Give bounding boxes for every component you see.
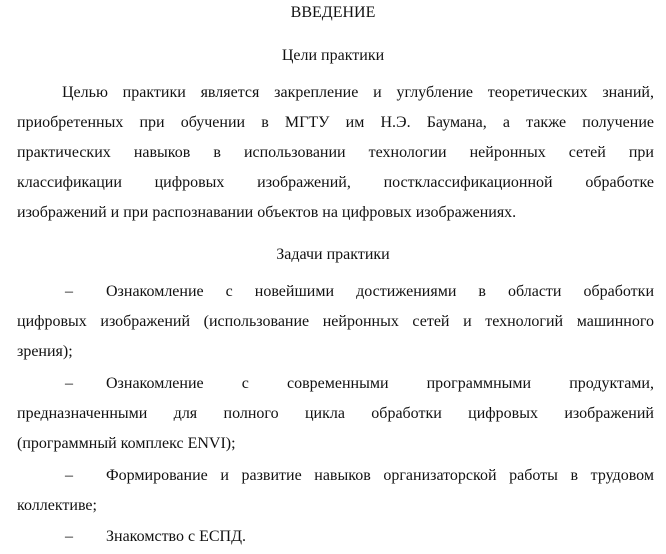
task-1-line-2: цифровых изображений (использование нейронных сетей и технологий машинного: [17, 313, 654, 330]
goals-heading: Цели практики: [281, 47, 385, 64]
task-3-line-2: коллективе;: [17, 497, 97, 514]
task-2-line-2: предназначенными для полного цикла обработки цифровых изображений: [17, 405, 654, 422]
task-2-line-3: (программный комплекс ENVI);: [17, 435, 236, 452]
goals-line-3: практических навыков в использовании технологии нейронных сетей при: [17, 144, 654, 161]
task-1-line-1: Ознакомление с новейшими достижениями в области обработки: [106, 283, 654, 300]
task-bullet: –: [65, 375, 73, 392]
task-2-line-1: Ознакомление с современными программными продуктами,: [106, 375, 654, 392]
goals-line-5: изображений и при распознавании объектов на цифровых изображениях.: [17, 204, 517, 221]
goals-line-4: классификации цифровых изображений, постклассификационной обработке: [17, 174, 654, 191]
task-bullet: –: [65, 283, 73, 300]
goals-line-2: приобретенных при обучении в МГТУ им Н.Э. Баумана, а также получение: [17, 114, 654, 131]
document-title: ВВЕДЕНИЕ: [290, 4, 376, 21]
task-1-line-3: зрения);: [17, 343, 73, 360]
task-3-line-1: Формирование и развитие навыков организаторской работы в трудовом: [106, 467, 654, 484]
tasks-heading: Задачи практики: [276, 246, 390, 263]
task-4-line-1: Знакомство с ЕСПД.: [106, 528, 247, 545]
task-bullet: –: [65, 528, 73, 545]
goals-line-1: Целью практики является закрепление и углубление теоретических знаний,: [62, 84, 654, 101]
task-bullet: –: [65, 467, 73, 484]
